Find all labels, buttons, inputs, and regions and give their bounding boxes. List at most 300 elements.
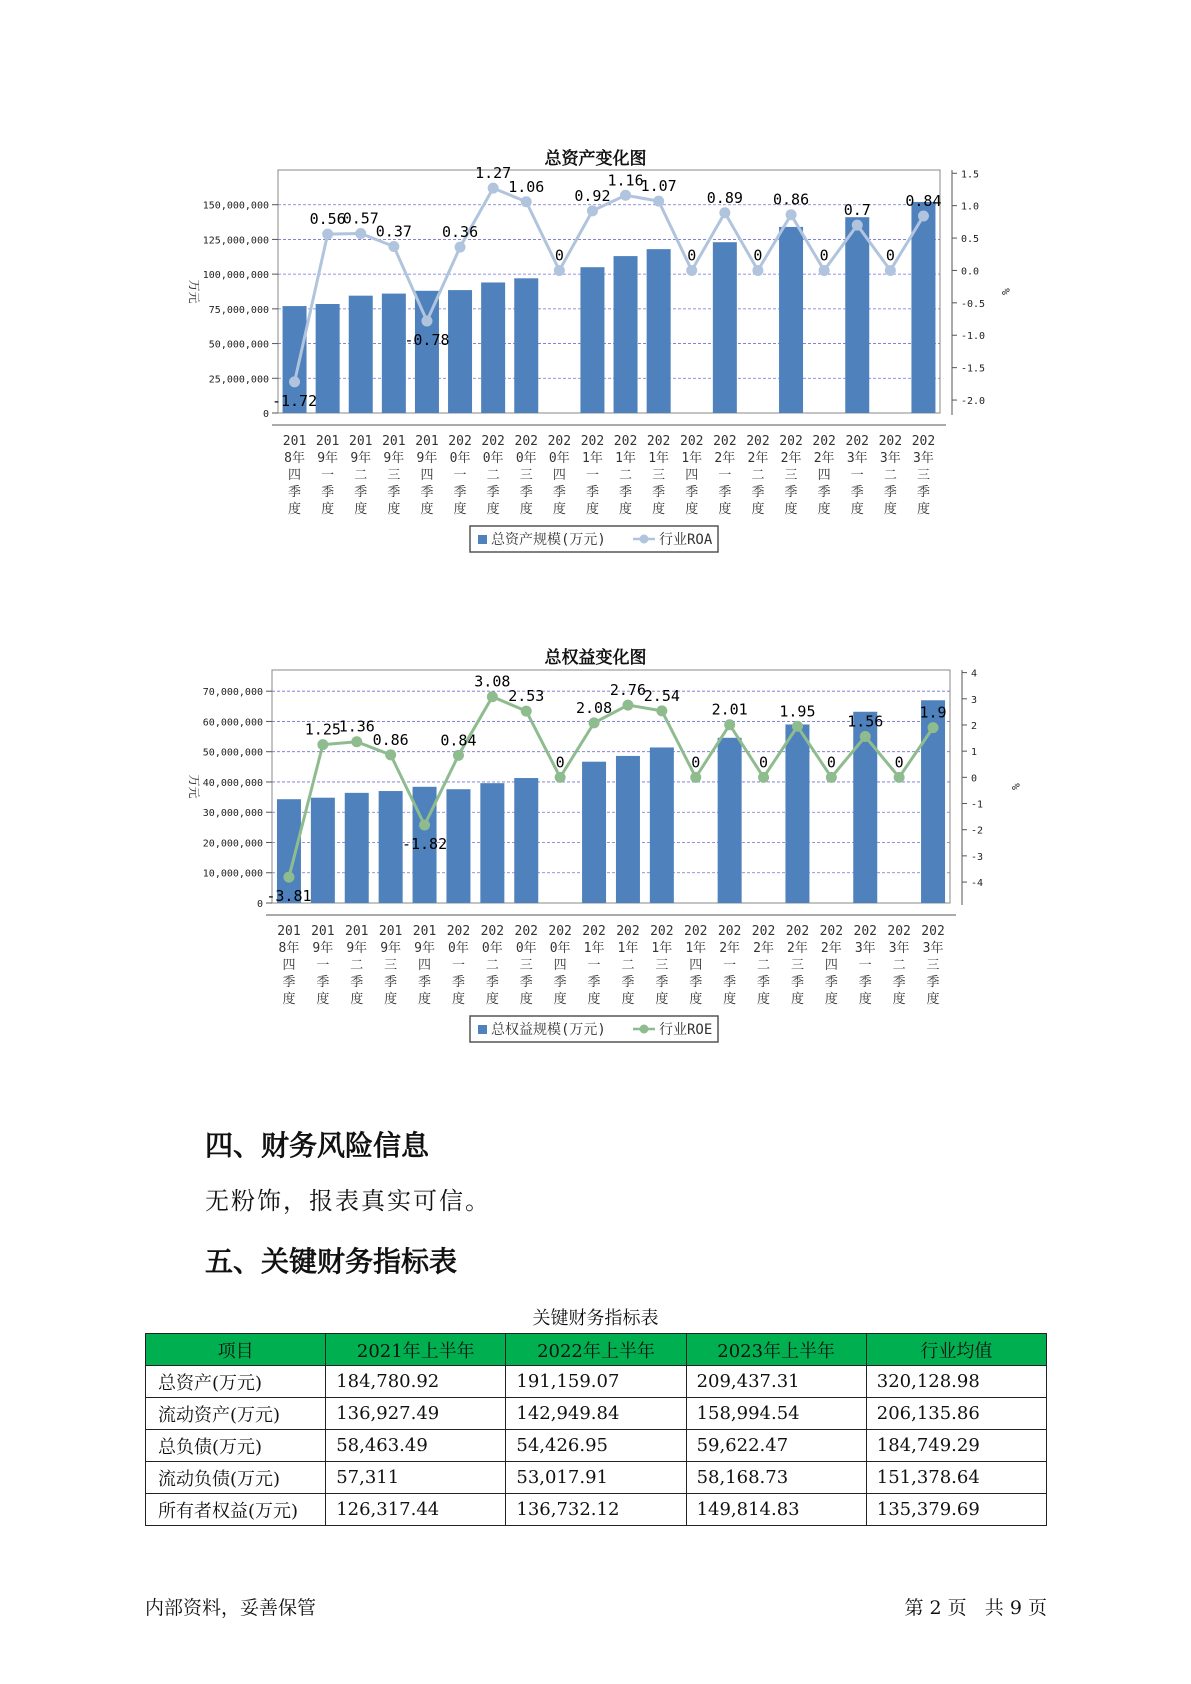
risk-heading: 四、财务风险信息	[205, 1129, 430, 1162]
x-tick-label: 3年	[854, 941, 876, 956]
x-tick-label: 202	[812, 434, 836, 449]
x-tick-label: 季	[585, 485, 599, 500]
x-tick-label: 度	[486, 502, 500, 517]
data-label: 1.07	[640, 177, 677, 196]
x-tick-label: 季	[718, 485, 732, 500]
bar	[316, 304, 340, 413]
data-label: 2.54	[643, 686, 680, 705]
x-tick-label: 一	[718, 468, 732, 483]
x-tick-label: 季	[354, 485, 368, 500]
data-label: -1.72	[271, 391, 318, 410]
x-tick-label: 季	[316, 975, 330, 990]
x-tick-label: 202	[878, 434, 903, 449]
x-tick-label: 度	[652, 502, 666, 517]
x-tick-label: 季	[916, 485, 930, 500]
x-tick-label: 季	[486, 485, 500, 500]
x-tick-label: 四	[689, 958, 703, 973]
x-tick-label: 0年	[482, 451, 504, 466]
x-tick-label: 202	[514, 924, 538, 939]
x-tick-label: 一	[585, 468, 599, 483]
x-tick-label: 季	[553, 975, 567, 990]
x-tick-label: 度	[354, 502, 368, 517]
x-tick-label: 3年	[879, 451, 901, 466]
series-point	[719, 207, 730, 218]
data-label: 0	[555, 753, 565, 772]
right-tick-label: 0.5	[961, 234, 980, 246]
table-cell: 158,994.54	[686, 1398, 866, 1430]
chart2-title: 总权益变化图	[544, 648, 647, 668]
table-cell: 184,749.29	[866, 1430, 1046, 1462]
series-point	[928, 722, 939, 733]
x-tick-label: 度	[553, 992, 567, 1007]
table-row	[146, 1462, 1047, 1494]
x-tick-label: 度	[321, 502, 335, 517]
series-point	[622, 700, 633, 711]
x-tick-label: 201	[315, 434, 340, 449]
x-tick-label: 季	[757, 975, 771, 990]
x-tick-label: 度	[587, 992, 601, 1007]
page-prefix: 第	[904, 1597, 924, 1619]
x-tick-label: 度	[519, 502, 533, 517]
x-tick-label: 季	[751, 485, 765, 500]
x-tick-label: 季	[621, 975, 635, 990]
table-cell: 58,168.73	[686, 1462, 866, 1494]
x-tick-label: 8年	[284, 451, 305, 466]
x-tick-label: 季	[552, 485, 566, 500]
x-tick-label: 2年	[820, 941, 842, 956]
right-tick-label: -2	[971, 825, 984, 837]
x-tick-label: 一	[850, 468, 864, 483]
x-tick-label: 1年	[685, 941, 707, 956]
x-tick-label: 202	[746, 434, 770, 449]
x-tick-label: 202	[616, 924, 640, 939]
table-cell: 136,732.12	[506, 1494, 686, 1526]
series-point	[455, 242, 466, 253]
left-tick-label: 40,000,000	[202, 777, 263, 789]
x-tick-label: 202	[448, 434, 472, 449]
x-tick-label: 201	[277, 924, 301, 939]
bar	[911, 202, 935, 413]
table-cell: 总负债(万元)	[146, 1430, 326, 1462]
table-cell: 184,780.92	[326, 1366, 506, 1398]
data-label: -0.78	[404, 330, 450, 349]
series-point	[555, 772, 566, 783]
x-tick-label: 季	[384, 975, 398, 990]
data-label: 0.84	[440, 731, 477, 750]
x-tick-label: 三	[926, 958, 940, 973]
x-tick-label: 二	[883, 468, 897, 483]
x-tick-label: 三	[519, 958, 533, 973]
x-tick-label: 0年	[448, 941, 469, 956]
data-label: 0	[753, 246, 763, 265]
x-tick-label: 二	[757, 958, 771, 973]
data-label: 0.7	[843, 201, 871, 220]
x-tick-label: 一	[587, 958, 601, 973]
table-cell: 53,017.91	[506, 1462, 686, 1494]
x-tick-label: 二	[892, 958, 906, 973]
x-tick-label: 季	[824, 975, 838, 990]
x-tick-label: 季	[926, 975, 940, 990]
table-row	[146, 1366, 1047, 1398]
x-tick-label: 度	[817, 502, 831, 517]
series-point	[885, 265, 896, 276]
x-tick-label: 三	[519, 468, 533, 483]
page-total: 9	[1009, 1597, 1022, 1619]
series-point	[686, 265, 697, 276]
table-cell: 59,622.47	[686, 1430, 866, 1462]
x-tick-label: 四	[685, 468, 699, 483]
x-tick-label: 度	[926, 992, 940, 1007]
x-tick-label: 季	[420, 485, 434, 500]
table-cell: 所有者权益(万元)	[146, 1494, 326, 1526]
risk-text: 无粉饰，报表真实可信。	[205, 1187, 491, 1215]
x-tick-label: 二	[354, 468, 368, 483]
right-tick-label: -3	[971, 851, 984, 863]
table-cell: 320,128.98	[866, 1366, 1046, 1398]
table-cell: 57,311	[326, 1462, 506, 1494]
bar	[616, 756, 640, 903]
series-point	[521, 196, 532, 207]
x-tick-label: 一	[316, 958, 330, 973]
data-label: 0.86	[772, 190, 810, 209]
table-header-row	[146, 1334, 1047, 1366]
x-tick-label: 0年	[515, 451, 537, 466]
x-tick-label: 季	[883, 485, 897, 500]
x-tick-label: 1年	[648, 451, 670, 466]
series-point	[283, 872, 294, 883]
x-tick-label: 201	[282, 434, 307, 449]
x-tick-label: 度	[757, 992, 771, 1007]
x-tick-label: 1年	[681, 451, 703, 466]
table-cell: 总资产(万元)	[146, 1366, 326, 1398]
x-tick-label: 度	[655, 992, 669, 1007]
data-label: 0.84	[905, 192, 942, 211]
x-tick-label: 季	[519, 485, 533, 500]
x-tick-label: 一	[858, 958, 872, 973]
x-tick-label: 四	[420, 468, 434, 483]
x-tick-label: 202	[547, 434, 572, 449]
series-point	[351, 736, 362, 747]
table-cell: 126,317.44	[326, 1494, 506, 1526]
bar	[481, 282, 505, 413]
right-tick-label: 1.5	[961, 169, 980, 181]
x-tick-label: 度	[316, 992, 330, 1007]
x-tick-label: 季	[723, 975, 737, 990]
bar	[785, 724, 809, 903]
x-tick-label: 二	[350, 958, 364, 973]
x-tick-label: 季	[685, 485, 699, 500]
right-tick-label: 1	[971, 747, 978, 759]
x-tick-label: 季	[485, 975, 499, 990]
x-tick-label: 季	[453, 485, 467, 500]
x-tick-label: 四	[553, 958, 567, 973]
x-tick-label: 201	[412, 924, 437, 939]
footer-confidential-note: 内部资料，妥善保管	[145, 1597, 317, 1619]
data-label: 0	[691, 753, 701, 772]
series-point	[589, 717, 600, 728]
legend-line-label: 行业ROA	[659, 532, 713, 548]
x-tick-label: 201	[349, 434, 373, 449]
series-point	[587, 205, 598, 216]
legend-bar-label: 总权益规模(万元)	[491, 1022, 606, 1038]
x-tick-label: 四	[282, 958, 296, 973]
bar	[349, 296, 373, 413]
data-label: 0.57	[342, 209, 379, 228]
x-tick-label: 季	[619, 485, 633, 500]
right-tick-label: 0	[971, 773, 978, 785]
x-tick-label: 四	[288, 468, 302, 483]
data-label: 0.92	[574, 186, 611, 205]
x-tick-label: 度	[418, 992, 432, 1007]
data-label: 1.56	[847, 712, 884, 731]
left-tick-label: 25,000,000	[208, 374, 269, 386]
x-tick-label: 度	[784, 502, 798, 517]
x-tick-label: 202	[845, 434, 869, 449]
x-tick-label: 9年	[416, 451, 438, 466]
series-point	[289, 376, 300, 387]
x-tick-label: 度	[718, 502, 732, 517]
legend-bar-swatch	[478, 535, 487, 544]
x-tick-label: 9年	[383, 451, 405, 466]
series-point	[826, 772, 837, 783]
data-label: 0	[826, 753, 836, 772]
x-tick-label: 8年	[278, 941, 300, 956]
data-label: 0.36	[441, 223, 479, 242]
x-tick-label: 0年	[481, 941, 503, 956]
x-tick-label: 度	[883, 502, 897, 517]
x-tick-label: 202	[684, 924, 708, 939]
x-tick-label: 202	[921, 924, 945, 939]
x-tick-label: 201	[311, 924, 335, 939]
bar	[647, 249, 671, 413]
series-point	[918, 211, 929, 222]
left-axis-title: 万元	[187, 279, 201, 304]
series-point	[620, 190, 631, 201]
x-tick-label: 季	[587, 975, 601, 990]
x-tick-label: 202	[446, 924, 471, 939]
legend-bar-swatch	[478, 1025, 487, 1034]
x-tick-label: 2年	[813, 451, 835, 466]
x-tick-label: 0年	[515, 941, 537, 956]
x-tick-label: 201	[415, 434, 439, 449]
x-tick-label: 度	[619, 502, 633, 517]
x-tick-label: 四	[418, 958, 432, 973]
x-tick-label: 9年	[350, 451, 372, 466]
x-tick-label: 季	[652, 485, 666, 500]
data-label: 1.36	[338, 717, 375, 736]
x-tick-label: 202	[481, 434, 505, 449]
x-tick-label: 一	[321, 468, 335, 483]
total-equity-chart	[0, 670, 1191, 1090]
x-tick-label: 度	[858, 992, 872, 1007]
x-tick-label: 度	[723, 992, 737, 1007]
x-tick-label: 季	[451, 975, 465, 990]
right-tick-label: 0.0	[961, 266, 980, 278]
data-label: 1.25	[304, 720, 341, 739]
table-row	[146, 1430, 1047, 1462]
x-tick-label: 度	[916, 502, 930, 517]
x-tick-label: 9年	[346, 941, 368, 956]
table-header-cell: 2021年上半年	[326, 1334, 506, 1366]
bar	[845, 217, 869, 413]
x-tick-label: 二	[621, 958, 635, 973]
left-tick-label: 0	[262, 409, 269, 420]
x-tick-label: 9年	[380, 941, 402, 956]
x-tick-label: 度	[850, 502, 864, 517]
data-label: 0	[894, 753, 904, 772]
x-tick-label: 201	[345, 924, 369, 939]
x-tick-label: 三	[790, 958, 804, 973]
series-point	[487, 691, 498, 702]
left-tick-label: 0	[256, 899, 263, 910]
x-tick-label: 1年	[651, 941, 673, 956]
x-tick-label: 9年	[317, 451, 339, 466]
series-point	[388, 241, 399, 252]
data-label: 1.27	[475, 164, 512, 183]
x-tick-label: 四	[824, 958, 838, 973]
series-point	[792, 721, 803, 732]
x-tick-label: 季	[790, 975, 804, 990]
x-tick-label: 202	[751, 924, 776, 939]
x-tick-label: 202	[580, 434, 605, 449]
x-tick-label: 季	[288, 485, 302, 500]
table-cell: 136,927.49	[326, 1398, 506, 1430]
bar	[713, 242, 737, 413]
x-tick-label: 202	[819, 924, 844, 939]
data-label: 2.76	[609, 681, 647, 700]
table-cell: 54,426.95	[506, 1430, 686, 1462]
x-tick-label: 季	[655, 975, 669, 990]
total-assets-chart	[0, 164, 1191, 590]
x-tick-label: 二	[485, 958, 499, 973]
data-label: -1.82	[401, 834, 448, 853]
x-tick-label: 201	[378, 924, 403, 939]
series-point	[894, 772, 905, 783]
bar	[415, 291, 439, 413]
x-tick-label: 度	[751, 502, 765, 517]
x-tick-label: 度	[288, 502, 302, 517]
bar	[514, 778, 538, 903]
left-tick-label: 50,000,000	[208, 339, 269, 351]
x-tick-label: 三	[784, 468, 798, 483]
table-header-cell: 项目	[146, 1334, 326, 1366]
series-point	[819, 265, 830, 276]
x-tick-label: 季	[892, 975, 906, 990]
series-point	[554, 265, 565, 276]
right-tick-label: -1.5	[961, 363, 986, 375]
x-tick-label: 季	[689, 975, 703, 990]
x-tick-label: 3年	[846, 451, 868, 466]
x-tick-label: 1年	[615, 451, 636, 466]
x-tick-label: 202	[713, 434, 737, 449]
bar	[779, 227, 803, 413]
data-label: 2.53	[508, 687, 545, 706]
table-header-cell: 2022年上半年	[506, 1334, 686, 1366]
bar	[718, 738, 742, 903]
table-cell: 流动负债(万元)	[146, 1462, 326, 1494]
x-tick-label: 202	[911, 434, 936, 449]
x-tick-label: 2年	[780, 451, 802, 466]
right-tick-label: -1	[971, 799, 984, 811]
bar	[311, 798, 335, 903]
x-tick-label: 季	[784, 485, 798, 500]
legend-line-label: 行业ROE	[659, 1022, 713, 1038]
bar	[446, 789, 470, 903]
data-label: 0	[554, 246, 564, 265]
left-tick-label: 30,000,000	[202, 808, 263, 820]
x-tick-label: 度	[790, 992, 804, 1007]
table-cell: 149,814.83	[686, 1494, 866, 1526]
x-tick-label: 202	[887, 924, 911, 939]
data-label: 0.86	[372, 730, 409, 749]
bar	[448, 290, 472, 413]
plot-area	[278, 170, 940, 413]
x-tick-label: 季	[350, 975, 364, 990]
x-tick-label: 度	[384, 992, 398, 1007]
x-tick-label: 1年	[583, 941, 605, 956]
table-cell: 流动资产(万元)	[146, 1398, 326, 1430]
right-tick-label: 4	[971, 668, 978, 680]
x-tick-label: 202	[582, 924, 606, 939]
legend-line-marker	[640, 535, 649, 544]
table-header-cell: 行业均值	[866, 1334, 1046, 1366]
series-point	[317, 739, 328, 750]
x-tick-label: 2年	[714, 451, 736, 466]
table-cell: 191,159.07	[506, 1366, 686, 1398]
x-tick-label: 三	[655, 958, 669, 973]
bar	[514, 278, 538, 413]
data-label: 0.56	[309, 210, 346, 229]
left-tick-label: 10,000,000	[202, 868, 263, 880]
page-current: 2	[929, 1597, 942, 1619]
bar	[582, 762, 606, 903]
bar	[480, 783, 504, 903]
data-label: 1.9	[919, 703, 947, 722]
series-point	[656, 705, 667, 716]
x-tick-label: 202	[646, 434, 671, 449]
indicator-heading: 五、关键财务指标表	[205, 1245, 458, 1278]
series-point	[355, 228, 366, 239]
x-tick-label: 度	[552, 502, 566, 517]
x-tick-label: 9年	[414, 941, 435, 956]
series-point	[690, 772, 701, 783]
data-label: 1.95	[779, 702, 816, 721]
data-label: 0.37	[375, 222, 412, 241]
right-tick-label: -1.0	[961, 331, 986, 343]
series-point	[852, 220, 863, 231]
series-point	[322, 229, 333, 240]
x-tick-label: 度	[451, 992, 465, 1007]
x-tick-label: 度	[420, 502, 434, 517]
x-tick-label: 度	[892, 992, 906, 1007]
chart1-title: 总资产变化图	[544, 149, 647, 169]
x-tick-label: 二	[619, 468, 633, 483]
x-tick-label: 202	[548, 924, 572, 939]
x-tick-label: 一	[723, 958, 737, 973]
x-tick-label: 季	[282, 975, 296, 990]
x-tick-label: 0年	[548, 451, 570, 466]
x-tick-label: 季	[858, 975, 872, 990]
bar	[650, 747, 674, 903]
table-cell: 209,437.31	[686, 1366, 866, 1398]
x-tick-label: 度	[350, 992, 364, 1007]
table-row	[146, 1494, 1047, 1526]
x-tick-label: 三	[387, 468, 401, 483]
table-cell: 142,949.84	[506, 1398, 686, 1430]
x-tick-label: 季	[418, 975, 432, 990]
left-tick-label: 125,000,000	[202, 235, 269, 247]
x-tick-label: 二	[751, 468, 765, 483]
